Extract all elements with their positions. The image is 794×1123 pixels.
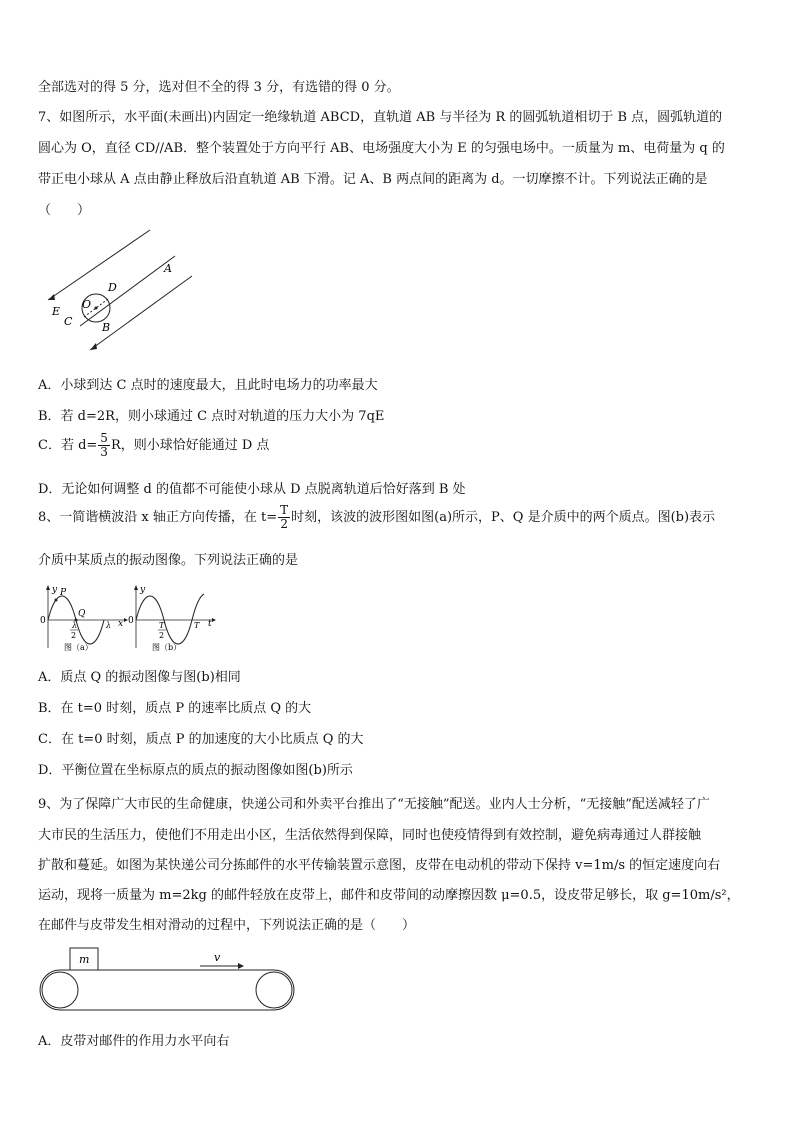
fig-b-period: T [194, 621, 200, 630]
label-c: C [64, 315, 73, 328]
fig-b-t-half-den: 2 [159, 631, 165, 640]
instruction-text: 全部选对的得 5 分，选对但不全的得 3 分，有选错的得 0 分。 [38, 80, 400, 95]
q8-line-1-pre: 8、一简谐横波沿 x 轴正方向传播，在 t= [38, 510, 278, 525]
fig-b-t-half-num: T [159, 621, 165, 630]
q7-line-4: （ ） [38, 203, 91, 218]
q7-option-a: A．小球到达 C 点时的速度最大，且此时电场力的功率最大 [38, 378, 378, 393]
q7-option-c-post: R，则小球恰好能通过 D 点 [110, 438, 270, 453]
q8-option-a: A．质点 Q 的振动图像与图(b)相同 [38, 670, 241, 685]
q7-option-c [38, 432, 269, 459]
q7-line-2: 圆心为 O，直径 CD//AB．整个装置处于方向平行 AB、电场强度大小为 E 的匀强电场中。一质量为 m、电荷量为 q 的 [38, 141, 725, 156]
fig-a-lambda-den: 2 [71, 631, 77, 640]
q7-line-1: 7、如图所示，水平面(未画出)内固定一绝缘轨道 ABCD，直轨道 AB 与半径为 R 的圆弧轨道相切于 B 点，圆弧轨道的 [38, 110, 723, 125]
fig-b-caption: 图（b） [152, 643, 182, 652]
fraction-num: T [280, 503, 289, 517]
fraction-den: 2 [280, 517, 288, 531]
fig-b-t: t [208, 619, 212, 629]
q7-option-c-pre: C．若 d= [38, 438, 98, 453]
velocity-label: v [214, 951, 221, 964]
fraction-t-2 [278, 504, 290, 531]
fraction-den: 3 [100, 445, 108, 459]
label-a: A [164, 262, 172, 275]
fig-a-caption: 图（a） [64, 643, 93, 652]
q7-option-d: D．无论如何调整 d 的值都不可能使小球从 D 点脱离轨道后恰好落到 B 处 [38, 482, 466, 497]
fig-a-x: x [118, 619, 124, 629]
fig-a-p: P [60, 588, 67, 598]
fig-a-lambda: λ [106, 621, 112, 630]
q9-line-3: 扩散和蔓延。如图为某快递公司分拣邮件的水平传输装置示意图，皮带在电动机的带动下保持 v=1m/s 的恒定速度向右 [38, 858, 721, 873]
q7-line-3: 带正电小球从 A 点由静止释放后沿直轨道 AB 下滑。记 A、B 两点间的距离为 d。一切摩擦不计。下列说法正确的是 [38, 172, 708, 187]
q9-line-4: 运动，现将一质量为 m=2kg 的邮件轻放在皮带上，邮件和皮带间的动摩擦因数 μ=0.5，设皮带足够长，取 g=10m/s²， [38, 888, 740, 903]
conveyor-belt-figure [38, 944, 298, 1012]
q9-option-a: A．皮带对邮件的作用力水平向右 [38, 1034, 230, 1049]
fig-a-zero: 0 [40, 616, 46, 626]
q9-line-2: 大市民的生活压力，使他们不用走出小区，生活依然得到保障，同时也使疫情得到有效控制，避免病毒通过人群接触 [38, 828, 702, 843]
label-o: O [82, 298, 92, 311]
q7-figure [40, 228, 200, 358]
q8-option-c: C．在 t=0 时刻，质点 P 的加速度的大小比质点 Q 的大 [38, 732, 364, 747]
fig-a-lambda-num: λ [72, 621, 78, 630]
label-d: D [108, 281, 117, 294]
q8-figure-a [38, 582, 130, 654]
fraction-num: 5 [100, 431, 108, 445]
q9-line-5: 在邮件与皮带发生相对滑动的过程中，下列说法正确的是（ ） [38, 918, 416, 933]
q9-line-1: 9、为了保障广大市民的生命健康，快递公司和外卖平台推出了“无接触”配送。业内人士分析，“无接触”配送减轻了广 [38, 797, 710, 812]
fig-a-q: Q [78, 609, 86, 619]
label-b: B [102, 321, 111, 334]
q7-option-b: B．若 d=2R，则小球通过 C 点时对轨道的压力大小为 7qE [38, 409, 385, 424]
q8-line-1-post: 时刻，该波的波形图如图(a)所示，P、Q 是介质中的两个质点。图(b)表示 [291, 510, 716, 525]
fig-a-y: y [52, 585, 58, 595]
q8-line-2: 介质中某质点的振动图像。下列说法正确的是 [38, 553, 299, 568]
fig-b-y: y [140, 585, 146, 595]
q8-line-1 [38, 504, 715, 531]
q8-option-b: B．在 t=0 时刻，质点 P 的速率比质点 Q 的大 [38, 701, 312, 716]
mail-mass-label: m [79, 953, 90, 966]
q8-figure-b [126, 582, 218, 654]
fig-b-zero: 0 [128, 616, 134, 626]
label-e: E [52, 305, 61, 318]
q8-option-d: D．平衡位置在坐标原点的质点的振动图像如图(b)所示 [38, 763, 353, 778]
fraction-5-3 [98, 432, 110, 459]
